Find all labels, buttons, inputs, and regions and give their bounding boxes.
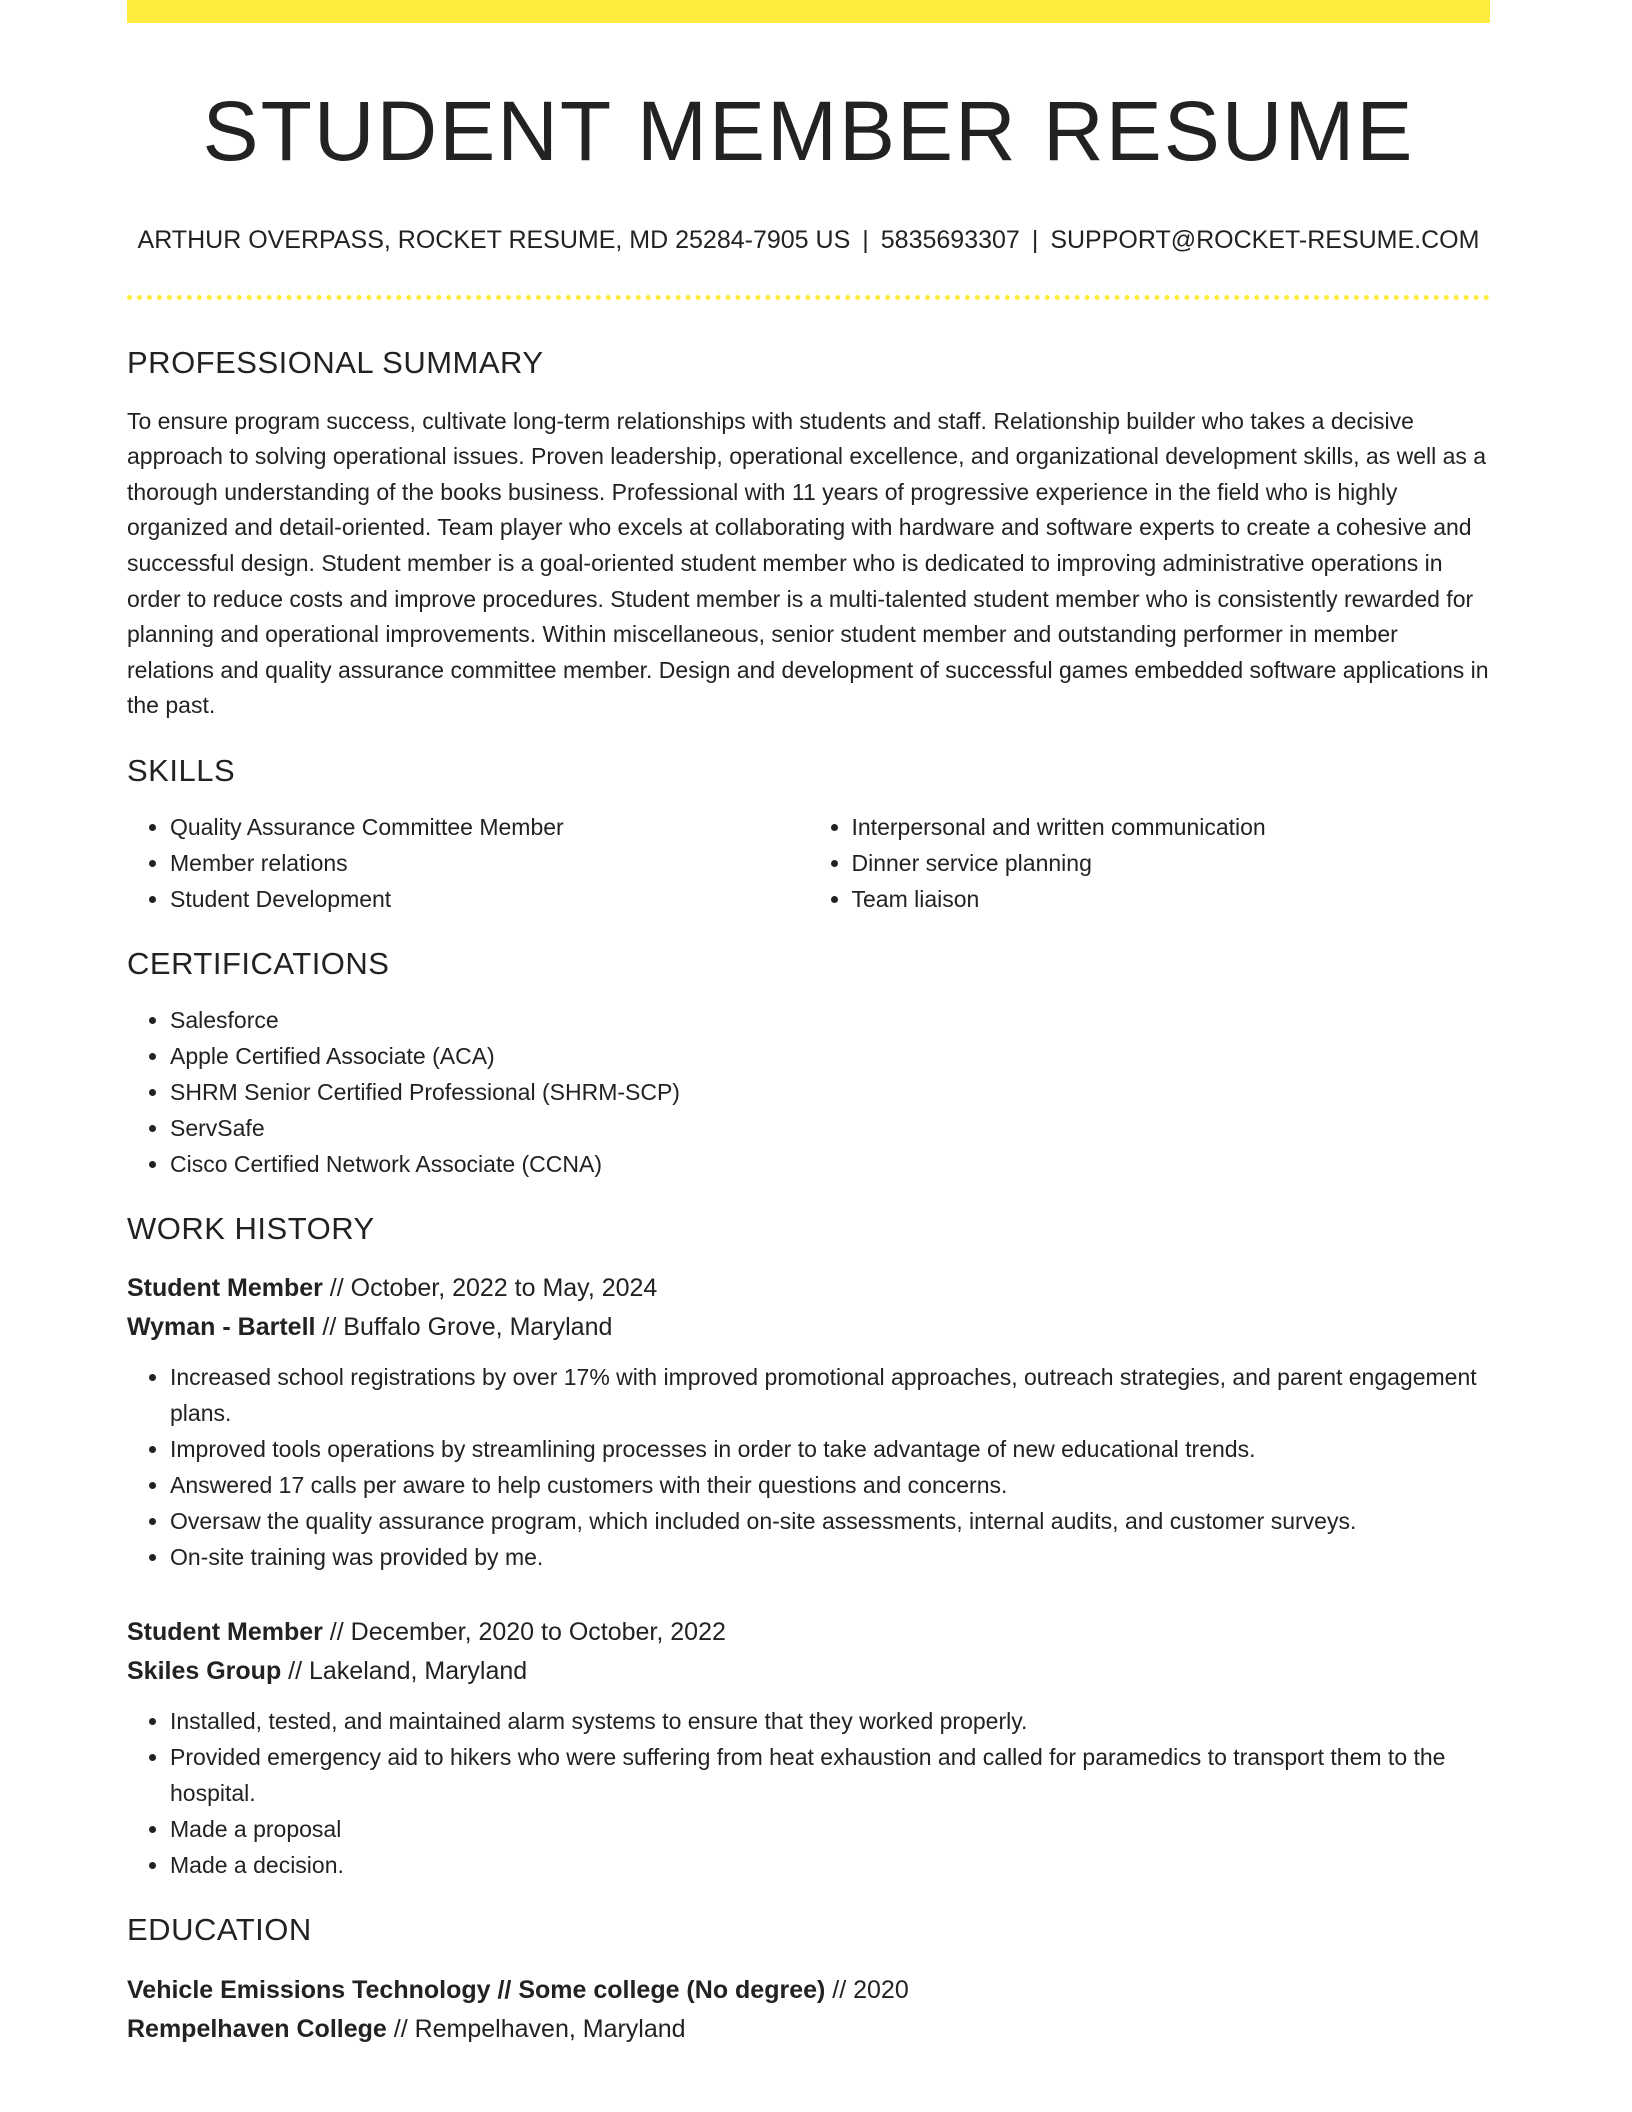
job-title-line — [127, 1613, 1490, 1652]
job-title-line — [127, 1269, 1490, 1308]
dotted-divider — [127, 295, 1490, 300]
education-degree-line — [127, 1971, 1490, 2010]
skills-grid — [127, 809, 1490, 917]
job-bullets — [127, 1359, 1490, 1575]
skill-item: • Quality Assurance Committee Member — [170, 809, 809, 845]
skills-list-left — [127, 809, 809, 917]
job-bullet: • Made a proposal — [170, 1811, 1490, 1847]
skill-item: • Team liaison — [852, 881, 1491, 917]
job-location: // Lakeland, Maryland — [281, 1657, 528, 1686]
job-bullet: • Provided emergency aid to hikers who were suffering from heat exhaustion and called for paramedics to transport them to the hospital. — [170, 1739, 1490, 1811]
education-heading: EDUCATION — [127, 1912, 312, 1948]
job-company-line — [127, 1652, 1490, 1691]
job-bullet: • On-site training was provided by me. — [170, 1539, 1490, 1575]
accent-top-bar — [127, 0, 1490, 23]
job-bullet: • Answered 17 calls per aware to help customers with their questions and concerns. — [170, 1467, 1490, 1503]
job-bullet: • Increased school registrations by over 17% with improved promotional approaches, outreach strategies, and parent engagement plans. — [170, 1359, 1490, 1431]
certification-item: • ServSafe — [170, 1110, 1490, 1146]
job-bullets — [127, 1703, 1490, 1883]
contact-separator: | — [1031, 226, 1039, 255]
certifications-heading: CERTIFICATIONS — [127, 946, 390, 982]
skill-item: • Interpersonal and written communication — [852, 809, 1491, 845]
skill-item: • Dinner service planning — [852, 845, 1491, 881]
contact-line — [127, 225, 1490, 255]
work-history-heading: WORK HISTORY — [127, 1211, 375, 1247]
certification-item: • SHRM Senior Certified Professional (SHRM-SCP) — [170, 1074, 1490, 1110]
certification-item: • Cisco Certified Network Associate (CCNA) — [170, 1146, 1490, 1182]
job-bullet: • Installed, tested, and maintained alarm systems to ensure that they worked properly. — [170, 1703, 1490, 1739]
certification-item: • Apple Certified Associate (ACA) — [170, 1038, 1490, 1074]
education-location: // Rempelhaven, Maryland — [386, 2014, 686, 2043]
job-location: // Buffalo Grove, Maryland — [315, 1313, 613, 1342]
skill-item: • Student Development — [170, 881, 809, 917]
contact-phone: 5835693307 — [880, 226, 1020, 255]
job-company-line — [127, 1308, 1490, 1347]
certification-item: • Salesforce — [170, 1002, 1490, 1038]
summary-heading: PROFESSIONAL SUMMARY — [127, 345, 544, 381]
resume-title: STUDENT MEMBER RESUME — [202, 84, 1415, 178]
contact-separator: | — [862, 226, 869, 255]
job-company: Wyman - Bartell — [127, 1313, 316, 1342]
job-bullet: • Improved tools operations by streamlining processes in order to take advantage of new educational trends. — [170, 1431, 1490, 1467]
education-degree: Vehicle Emissions Technology // Some college (No degree) — [127, 1975, 826, 2004]
job-bullet: • Oversaw the quality assurance program, which included on-site assessments, internal audits, and customer surveys. — [170, 1503, 1490, 1539]
job-entry — [127, 1269, 1490, 1575]
contact-email: SUPPORT@ROCKET-RESUME.COM — [1050, 226, 1480, 255]
job-title: Student Member — [127, 1274, 323, 1303]
job-entry — [127, 1613, 1490, 1883]
job-company: Skiles Group — [127, 1657, 282, 1686]
resume-page — [127, 0, 1490, 2049]
education-school: Rempelhaven College — [127, 2014, 387, 2043]
education-year: // 2020 — [825, 1975, 909, 2004]
skill-item: • Member relations — [170, 845, 809, 881]
job-dates: // October, 2022 to May, 2024 — [322, 1274, 658, 1303]
job-title: Student Member — [127, 1618, 323, 1647]
skills-list-right — [809, 809, 1491, 917]
skills-heading: SKILLS — [127, 752, 236, 788]
job-bullet: • Made a decision. — [170, 1847, 1490, 1883]
contact-address: ARTHUR OVERPASS, ROCKET RESUME, MD 25284-7905 US — [137, 226, 851, 255]
certifications-list — [127, 1002, 1490, 1182]
education-school-line — [127, 2010, 1490, 2049]
job-dates: // December, 2020 to October, 2022 — [322, 1618, 726, 1647]
summary-text: To ensure program success, cultivate long-term relationships with students and staff. Relationship builder who takes a decisive approach to solving operational issues. Proven leadership, operational excellence, and organizational development skills, as well as a thorough understanding of the books business. Professional with 11 years of progressive experience in the field who is highly organized and detail-oriented. Team player who excels at collaborating with hardware and software experts to create a cohesive and successful design. Student member is a goal-oriented student member who is dedicated to improving administrative operations in order to reduce costs and improve procedures. Student member is a multi-talented student member who is consistently rewarded for planning and operational improvements. Within miscellaneous, senior student member and outstanding performer in member relations and quality assurance committee member. Design and development of successful games embedded software applications in the past. — [127, 407, 1489, 719]
